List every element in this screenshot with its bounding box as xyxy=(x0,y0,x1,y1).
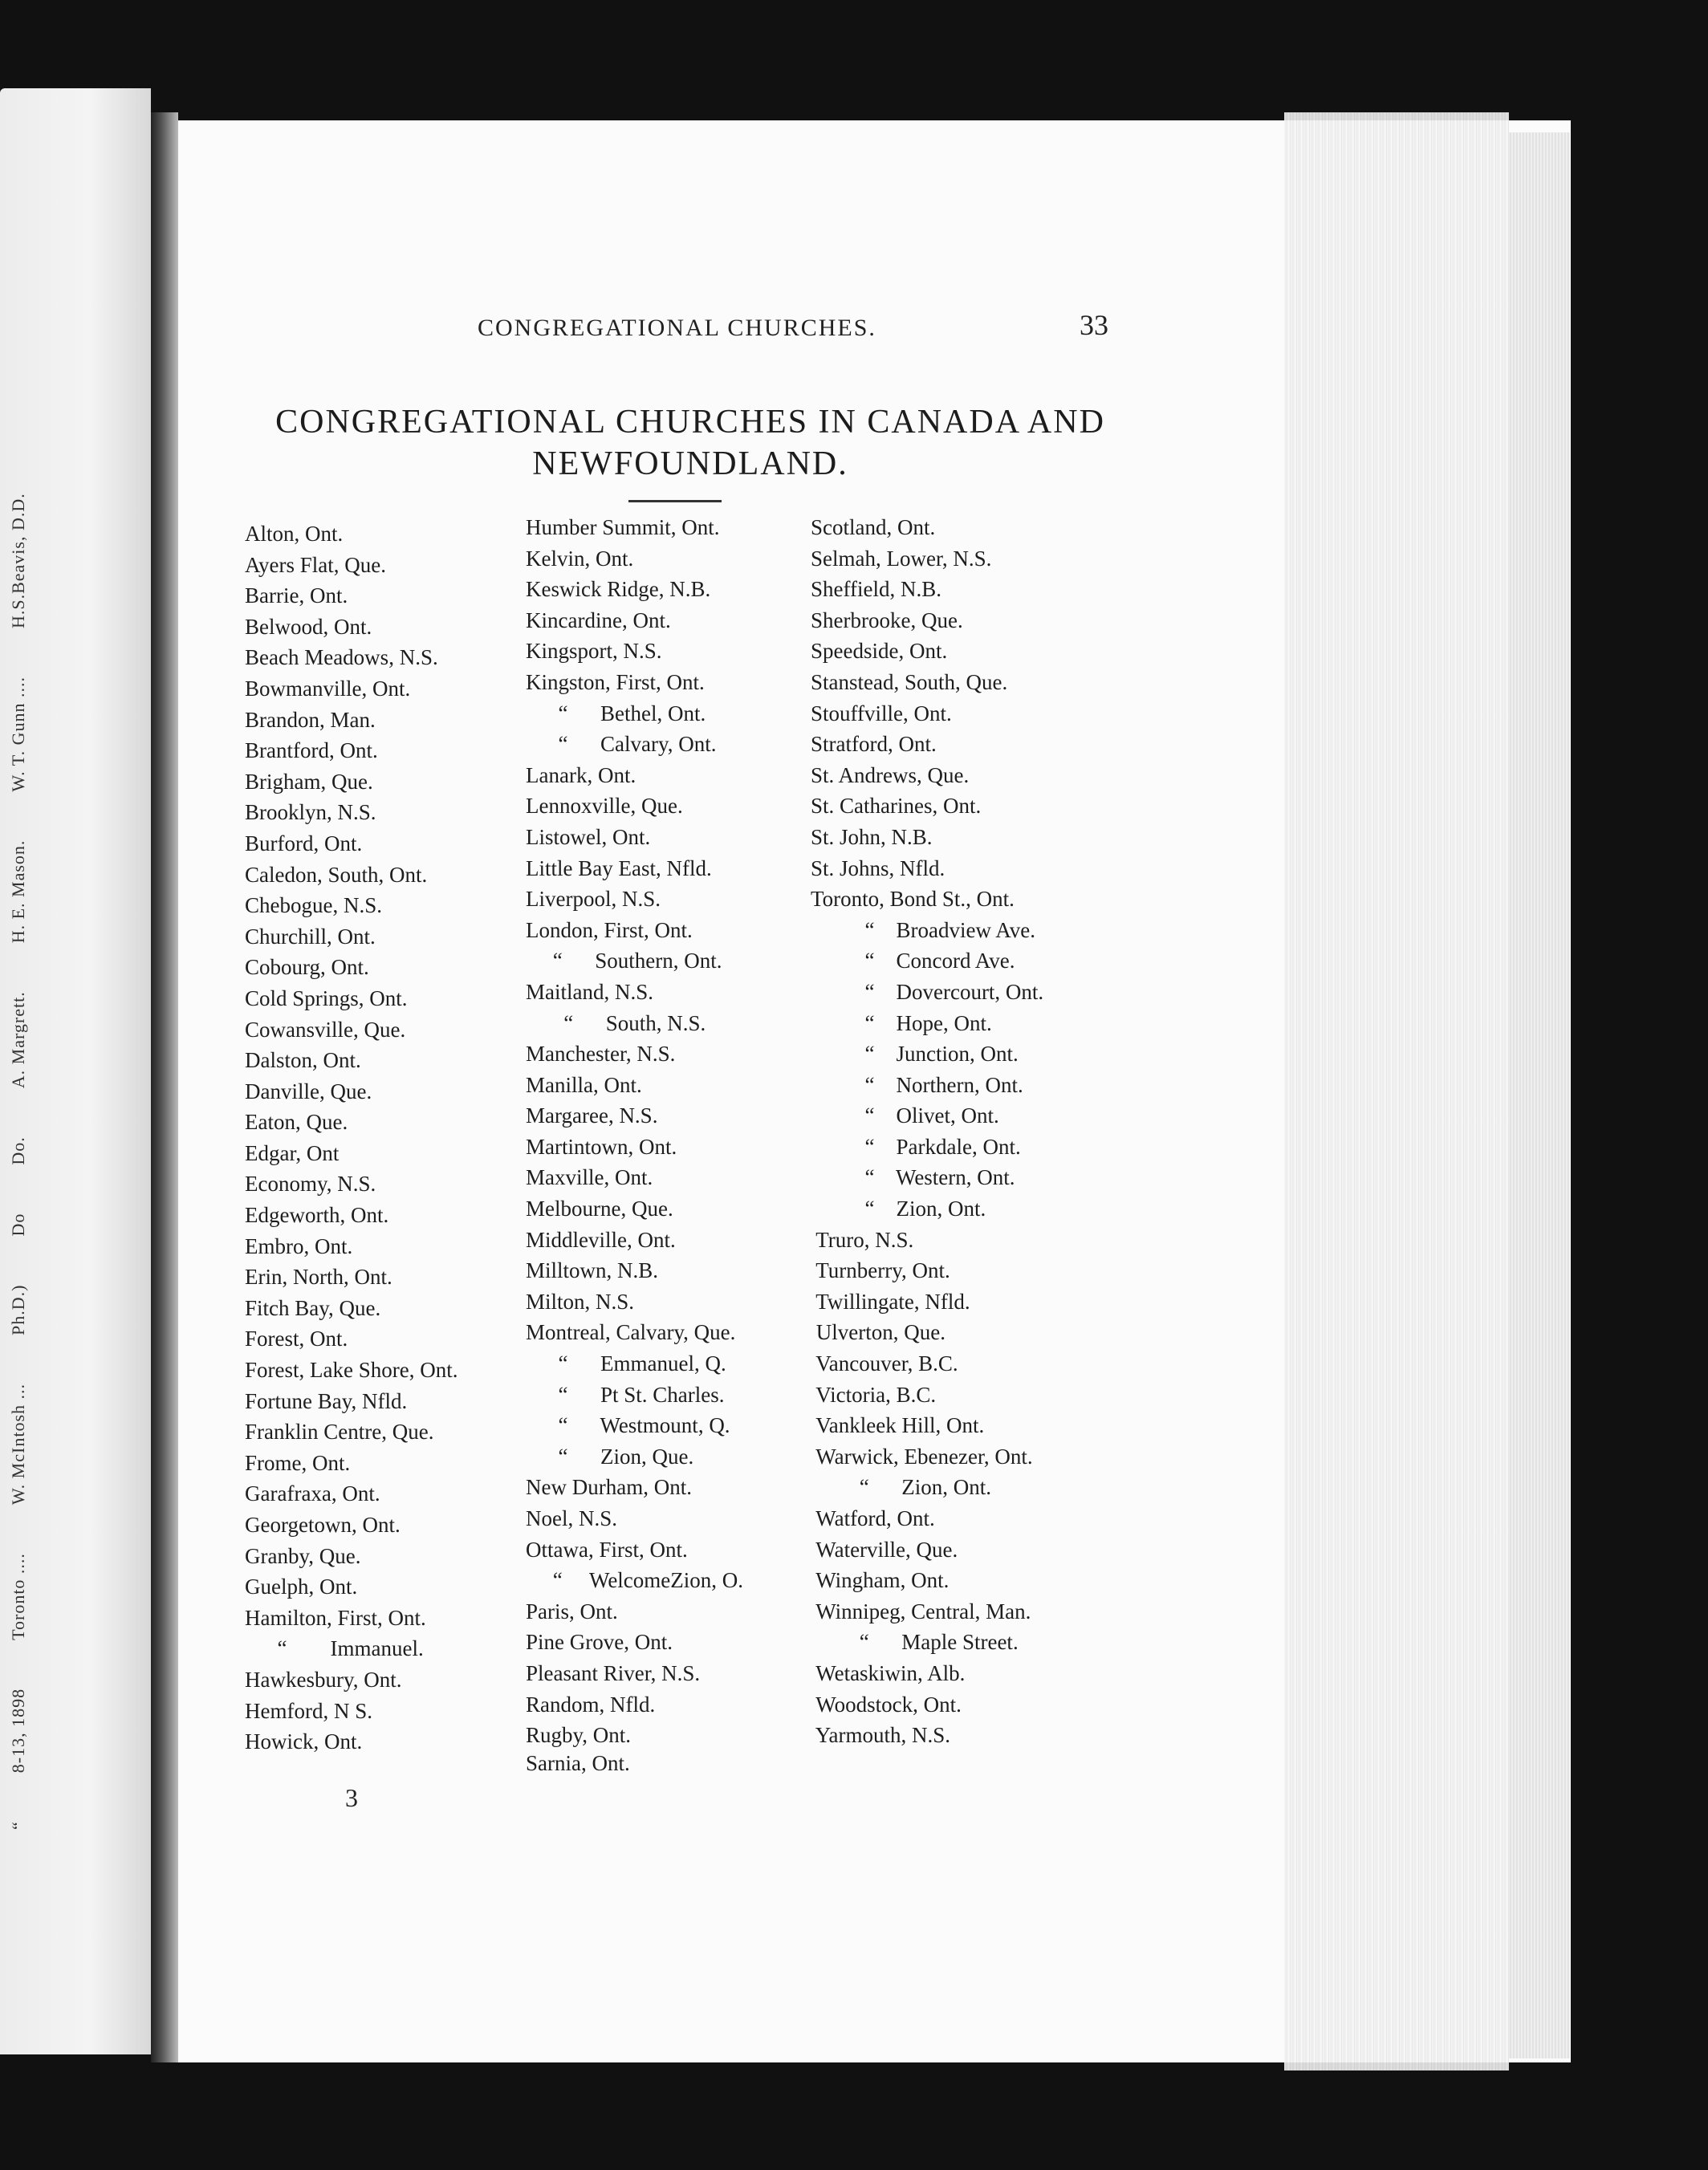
church-entry: “ Dovercourt, Ont. xyxy=(811,979,1044,1004)
book-gutter xyxy=(151,112,178,2062)
church-entry: Georgetown, Ont. xyxy=(245,1513,401,1537)
church-entry: “ Broadview Ave. xyxy=(811,917,1035,942)
title-line-2: NEWFOUNDLAND. xyxy=(532,445,848,482)
church-entry: Martintown, Ont. xyxy=(526,1134,677,1159)
church-entry: St. Andrews, Que. xyxy=(811,762,970,787)
church-entry: Dalston, Ont. xyxy=(245,1048,361,1073)
church-entry: Warwick, Ebenezer, Ont. xyxy=(811,1444,1033,1469)
church-entry: Keswick Ridge, N.B. xyxy=(526,577,711,602)
church-entry: Economy, N.S. xyxy=(245,1172,376,1197)
church-entry: Wetaskiwin, Alb. xyxy=(811,1660,966,1685)
church-entry: St. Johns, Nfld. xyxy=(811,855,946,880)
church-entry: Kelvin, Ont. xyxy=(526,546,634,571)
church-entry: Toronto, Bond St., Ont. xyxy=(811,887,1015,912)
church-entry: “ Emmanuel, Q. xyxy=(526,1351,726,1376)
church-entry: Melbourne, Que. xyxy=(526,1197,673,1221)
church-entry: “ South, N.S. xyxy=(526,1010,706,1035)
church-entry: Victoria, B.C. xyxy=(811,1382,937,1407)
church-entry: Pine Grove, Ont. xyxy=(526,1630,673,1655)
church-entry: Belwood, Ont. xyxy=(245,614,372,639)
margin-text-fragment: H.S.Beavis, D.D. xyxy=(8,493,28,629)
church-entry: Burford, Ont. xyxy=(245,831,363,855)
church-entry: “ Zion, Ont. xyxy=(811,1475,991,1500)
church-entry: Frome, Ont. xyxy=(245,1450,351,1475)
church-entry: Pleasant River, N.S. xyxy=(526,1660,701,1685)
church-entry: Stratford, Ont. xyxy=(811,732,937,757)
church-entry: Selmah, Lower, N.S. xyxy=(811,546,992,571)
church-entry: New Durham, Ont. xyxy=(526,1475,692,1500)
church-entry: Stanstead, South, Que. xyxy=(811,669,1008,694)
church-entry: “ Immanuel. xyxy=(245,1636,424,1661)
church-entry: Maitland, N.S. xyxy=(526,979,653,1004)
church-entry: Ulverton, Que. xyxy=(811,1320,946,1345)
church-entry: Lennoxville, Que. xyxy=(526,794,683,819)
church-entry: Brandon, Man. xyxy=(245,707,376,732)
church-entry: Yarmouth, N.S. xyxy=(811,1723,951,1748)
church-entry: Milltown, N.B. xyxy=(526,1258,659,1283)
church-entry: Bowmanville, Ont. xyxy=(245,676,411,701)
church-entry: Eaton, Que. xyxy=(245,1110,348,1135)
church-entry: “ Calvary, Ont. xyxy=(526,732,717,757)
church-entry: Truro, N.S. xyxy=(811,1227,914,1252)
church-entry: Edgar, Ont xyxy=(245,1140,340,1165)
title-line-1: CONGREGATIONAL CHURCHES IN CANADA AND xyxy=(275,404,1105,441)
left-page-margin-text-inner xyxy=(8,449,29,1830)
church-entry: Milton, N.S. xyxy=(526,1289,635,1314)
church-entry: Stouffville, Ont. xyxy=(811,701,952,725)
margin-text-fragment: 8-13, 1898 xyxy=(8,1688,28,1774)
church-entry: “ Northern, Ont. xyxy=(811,1072,1023,1097)
page-edges xyxy=(1284,112,1509,2070)
church-entry: Ottawa, First, Ont. xyxy=(526,1537,688,1562)
margin-text-fragment: “ xyxy=(8,1821,28,1830)
page-edges-outer xyxy=(1509,132,1570,2058)
left-page-margin-text xyxy=(0,449,56,1830)
church-entry: Turnberry, Ont. xyxy=(811,1258,950,1283)
church-entry: Danville, Que. xyxy=(245,1079,372,1103)
church-entry: “ Parkdale, Ont. xyxy=(811,1134,1021,1159)
church-entry: Brigham, Que. xyxy=(245,769,373,794)
church-entry: Little Bay East, Nfld. xyxy=(526,855,712,880)
margin-text-fragment: Do. xyxy=(8,1136,28,1165)
church-entry: London, First, Ont. xyxy=(526,917,693,942)
church-entry: Humber Summit, Ont. xyxy=(526,515,720,539)
page-number: 33 xyxy=(1080,309,1108,341)
church-entry: Forest, Ont. xyxy=(245,1327,348,1351)
margin-text-fragment: H. E. Mason. xyxy=(8,839,28,944)
church-entry: Howick, Ont. xyxy=(245,1729,363,1754)
church-entry: St. Catharines, Ont. xyxy=(811,794,982,819)
church-entry: Erin, North, Ont. xyxy=(245,1265,392,1290)
church-entry: Wingham, Ont. xyxy=(811,1568,950,1593)
church-entry: “ Zion, Ont. xyxy=(811,1197,986,1221)
church-list-column-3 xyxy=(811,512,1043,1751)
church-entry: Liverpool, N.S. xyxy=(526,887,661,912)
margin-text-fragment: W. T. Gunn .... xyxy=(8,677,28,792)
page-title xyxy=(241,401,1140,485)
church-list-column-2 xyxy=(526,512,743,1775)
church-entry: Middleville, Ont. xyxy=(526,1227,676,1252)
church-entry: Kingsport, N.S. xyxy=(526,639,662,664)
church-entry: “ Maple Street. xyxy=(811,1630,1019,1655)
church-entry: Fitch Bay, Que. xyxy=(245,1295,381,1320)
church-entry: Rugby, Ont. xyxy=(526,1723,632,1748)
church-entry: Guelph, Ont. xyxy=(245,1575,358,1599)
church-entry: Montreal, Calvary, Que. xyxy=(526,1320,736,1345)
church-entry: Churchill, Ont. xyxy=(245,924,376,949)
church-entry: “ Southern, Ont. xyxy=(526,949,722,973)
church-entry: “ Junction, Ont. xyxy=(811,1042,1019,1067)
church-entry: Cold Springs, Ont. xyxy=(245,985,408,1010)
church-entry: Margaree, N.S. xyxy=(526,1103,658,1128)
church-entry: “ Westmount, Q. xyxy=(526,1413,730,1438)
church-entry: Sheffield, N.B. xyxy=(811,577,941,602)
church-entry: Random, Nfld. xyxy=(526,1692,656,1717)
church-entry: Twillingate, Nfld. xyxy=(811,1289,970,1314)
church-entry: Vankleek Hill, Ont. xyxy=(811,1413,985,1438)
church-entry: Sherbrooke, Que. xyxy=(811,608,963,632)
church-entry: Hawkesbury, Ont. xyxy=(245,1667,402,1692)
church-entry: Kincardine, Ont. xyxy=(526,608,671,632)
church-entry: Caledon, South, Ont. xyxy=(245,862,428,887)
church-entry: Lanark, Ont. xyxy=(526,762,636,787)
church-entry: Paris, Ont. xyxy=(526,1599,618,1623)
church-entry: Brooklyn, N.S. xyxy=(245,800,376,825)
church-entry: Sarnia, Ont. xyxy=(526,1750,630,1775)
church-entry: “ Olivet, Ont. xyxy=(811,1103,999,1128)
church-entry: Beach Meadows, N.S. xyxy=(245,645,438,670)
church-entry: Edgeworth, Ont. xyxy=(245,1203,389,1228)
margin-text-fragment: Ph.D.) xyxy=(8,1284,28,1335)
church-entry: “ Western, Ont. xyxy=(811,1165,1015,1190)
church-entry: Fortune Bay, Nfld. xyxy=(245,1388,408,1413)
margin-text-fragment: Do xyxy=(8,1213,28,1237)
church-entry: Manilla, Ont. xyxy=(526,1072,642,1097)
church-list-column-1 xyxy=(245,518,458,1758)
church-entry: Granby, Que. xyxy=(245,1543,361,1568)
church-entry: Watford, Ont. xyxy=(811,1506,935,1530)
margin-text-fragment: W. McIntosh ... xyxy=(8,1383,28,1506)
church-entry: Speedside, Ont. xyxy=(811,639,948,664)
church-entry: Chebogue, N.S. xyxy=(245,893,382,918)
church-entry: “ WelcomeZion, O. xyxy=(526,1568,744,1593)
church-entry: Scotland, Ont. xyxy=(811,515,936,539)
church-entry: Ayers Flat, Que. xyxy=(245,552,386,577)
church-entry: “ Pt St. Charles. xyxy=(526,1382,725,1407)
title-rule xyxy=(628,500,722,502)
church-entry: Cobourg, Ont. xyxy=(245,955,369,980)
church-entry: Woodstock, Ont. xyxy=(811,1692,962,1717)
church-entry: Kingston, First, Ont. xyxy=(526,669,705,694)
margin-text-fragment: Toronto .... xyxy=(8,1553,28,1640)
church-entry: “ Concord Ave. xyxy=(811,949,1015,973)
church-entry: Maxville, Ont. xyxy=(526,1165,653,1190)
church-entry: Winnipeg, Central, Man. xyxy=(811,1599,1031,1623)
church-entry: Embro, Ont. xyxy=(245,1233,353,1258)
church-entry: Hemford, N S. xyxy=(245,1698,372,1723)
running-head: CONGREGATIONAL CHURCHES. xyxy=(478,315,876,341)
church-entry: Garafraxa, Ont. xyxy=(245,1481,380,1506)
church-entry: Waterville, Que. xyxy=(811,1537,958,1562)
church-entry: Noel, N.S. xyxy=(526,1506,617,1530)
signature-mark: 3 xyxy=(345,1783,358,1812)
church-entry: “ Zion, Que. xyxy=(526,1444,694,1469)
church-entry: Franklin Centre, Que. xyxy=(245,1420,434,1445)
church-entry: Vancouver, B.C. xyxy=(811,1351,958,1376)
church-entry: Cowansville, Que. xyxy=(245,1017,406,1042)
church-entry: St. John, N.B. xyxy=(811,824,933,849)
church-entry: Hamilton, First, Ont. xyxy=(245,1605,426,1630)
church-entry: Forest, Lake Shore, Ont. xyxy=(245,1358,458,1383)
church-entry: “ Hope, Ont. xyxy=(811,1010,992,1035)
church-entry: Alton, Ont. xyxy=(245,522,344,546)
church-entry: “ Bethel, Ont. xyxy=(526,701,706,725)
church-entry: Listowel, Ont. xyxy=(526,824,651,849)
church-entry: Barrie, Ont. xyxy=(245,583,348,608)
church-entry: Manchester, N.S. xyxy=(526,1042,676,1067)
margin-text-fragment: A. Margrett. xyxy=(8,991,28,1089)
church-entry: Brantford, Ont. xyxy=(245,738,378,763)
